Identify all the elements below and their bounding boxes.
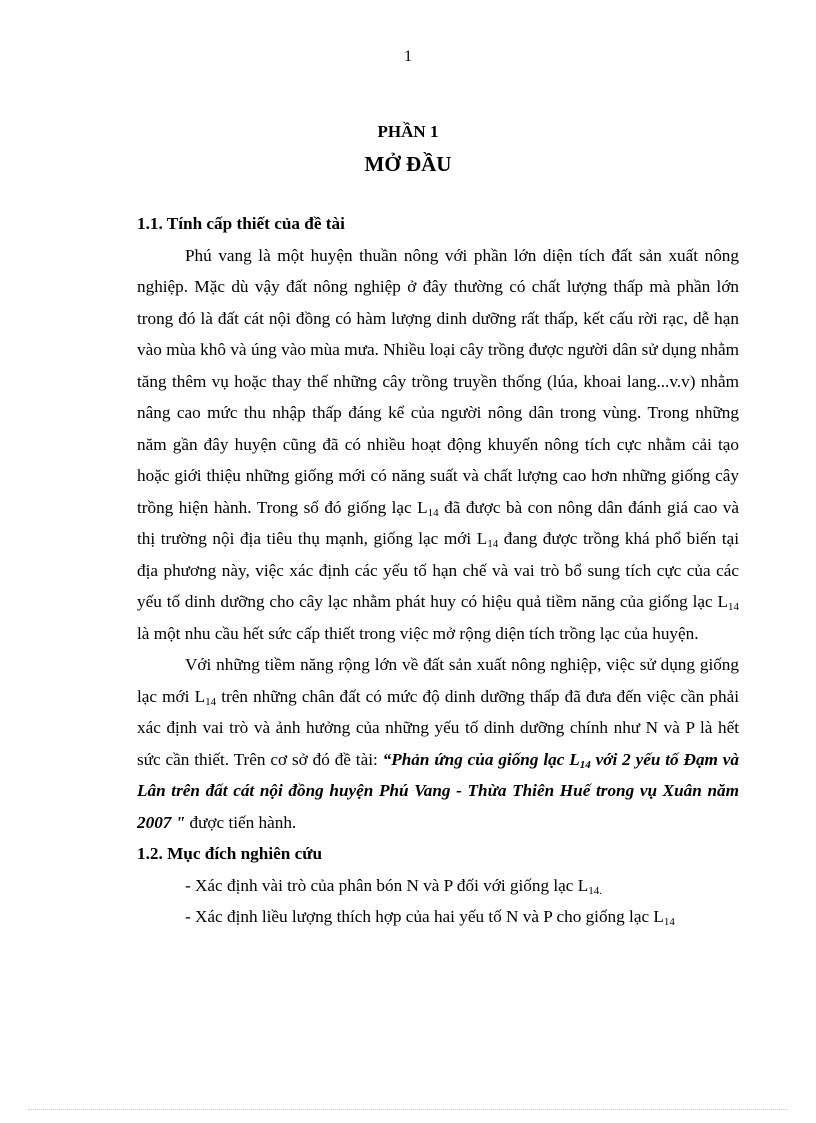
subscript: 14	[427, 506, 439, 519]
section-heading-1-2: 1.2. Mục đích nghiên cứu	[137, 844, 323, 863]
subscript: 14	[579, 758, 591, 771]
part-title: PHẦN 1	[377, 122, 439, 141]
subscript: 14	[205, 695, 217, 708]
paragraph-text: là một nhu cầu hết sức cấp thiết trong việc mở rộng diện tích trồng lạc của huyện.	[137, 623, 699, 643]
page-number: 1	[404, 48, 412, 65]
paragraph-text: đã được bà con nông dân đánh giá cao và thị trường nội địa tiêu thụ mạnh, giống lạc mới L	[137, 497, 739, 548]
subscript: 14	[728, 601, 739, 613]
main-title: MỞ ĐẦU	[364, 152, 452, 176]
page-bottom-divider	[28, 1109, 788, 1110]
topic-title-text: “Phản ứng của giống lạc L	[382, 749, 580, 769]
paragraph-text: Với những tiềm năng rộng lớn về đất sản xuất nông nghiệp, việc sử dụng giống lạc mới L	[137, 655, 739, 706]
paragraph-text: được tiến hành.	[185, 812, 297, 832]
paragraph-urgency	[137, 240, 739, 650]
paragraph-text: trên những chân đất có mức độ dinh dưỡng thấp đã đưa đến việc cần phải xác định vai trò và ảnh hưởng của những yếu tố dinh dưỡng chính như N và P là hết sức cần thiết. Trên cơ sở đó đề tài:	[137, 686, 739, 769]
topic-title-text: với 2 yếu tố Đạm và Lân trên đất cát nội đồng huyện Phú Vang - Thừa Thiên Huế trong vụ Xuân năm 2007 "	[137, 749, 740, 832]
paragraph-text: Phú vang là một huyện thuần nông với phần lớn diện tích đất sản xuất nông nghiệp. Mặc dù vậy đất nông nghiệp ở đây thường có chất lượng thấp mà phần lớn trong đó là đất cát nội đồng có hàm lượng dinh dưỡng rất thấp, kết cấu rời rạc, dễ hạn vào mùa khô và úng vào mùa mưa. Nhiều loại cây trồng được người dân sử dụng nhằm tăng thêm vụ hoặc thay thế những cây trồng truyền thống (lúa, khoai lang...v.v) nhằm nâng cao mức thu nhập thấp đáng kể của người nông dân trong vùng. Trong những năm gần đây huyện cũng đã có nhiều hoạt động khuyến nông tích cực nhằm cải tạo hoặc giới thiệu những giống mới có năng suất và chất lượng cao hơn những giống cây trồng hiện hành. Trong số đó giống lạc L	[137, 245, 739, 517]
objective-text: - Xác định vài trò của phân bón N và P đối với giống lạc L	[185, 875, 589, 895]
paragraph-text: đang được trồng khá phổ biến tại địa phương này, việc xác định các yếu tố hạn chế và vai trò bổ sung tích cực của các yếu tố dinh dưỡng cho cây lạc nhằm phát huy có hiệu quả tiềm năng của giống lạc L	[137, 529, 739, 611]
section-heading-1-1: 1.1. Tính cấp thiết của đề tài	[137, 214, 345, 233]
paragraph-topic	[137, 649, 739, 838]
subscript: 14	[487, 538, 499, 550]
objective-item-2	[137, 901, 739, 933]
objective-item-1	[137, 870, 739, 902]
subscript: 14	[663, 916, 675, 928]
objective-text: - Xác định liều lượng thích hợp của hai yếu tố N và P cho giống lạc L	[185, 907, 664, 926]
subscript: 14.	[588, 884, 602, 897]
document-body	[137, 208, 739, 933]
